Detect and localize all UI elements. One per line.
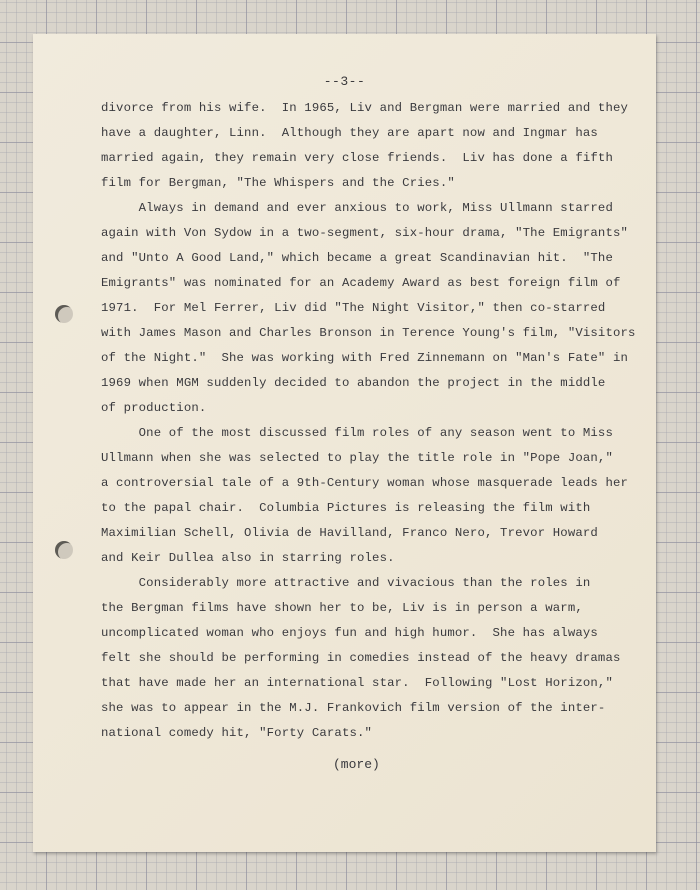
text-line: Emigrants" was nominated for an Academy Award as best foreign film of <box>101 276 621 290</box>
paragraph-4 <box>101 571 646 746</box>
text-line: of production. <box>101 401 207 415</box>
text-line: Ullmann when she was selected to play the title role in "Pope Joan," <box>101 451 613 465</box>
text-line: uncomplicated woman who enjoys fun and high humor. She has always <box>101 626 598 640</box>
paragraph-1 <box>101 96 646 196</box>
text-line: and Keir Dullea also in starring roles. <box>101 551 395 565</box>
text-line: to the papal chair. Columbia Pictures is releasing the film with <box>101 501 591 515</box>
text-line: Always in demand and ever anxious to work, Miss Ullmann starred <box>101 201 613 215</box>
text-line: that have made her an international star. Following "Lost Horizon," <box>101 676 613 690</box>
punch-hole-top <box>55 305 73 323</box>
text-line: One of the most discussed film roles of any season went to Miss <box>101 426 613 440</box>
text-line: a controversial tale of a 9th-Century woman whose masquerade leads her <box>101 476 629 490</box>
text-line: Considerably more attractive and vivacious than the roles in <box>101 576 591 590</box>
text-line: 1969 when MGM suddenly decided to abandon the project in the middle <box>101 376 606 390</box>
text-line: felt she should be performing in comedies instead of the heavy dramas <box>101 651 621 665</box>
text-line: with James Mason and Charles Bronson in Terence Young's film, "Visitors <box>101 326 636 340</box>
paragraph-2 <box>101 196 646 421</box>
body-text <box>101 96 646 746</box>
paragraph-3 <box>101 421 646 571</box>
text-line: national comedy hit, "Forty Carats." <box>101 726 373 740</box>
text-line: divorce from his wife. In 1965, Liv and Bergman were married and they <box>101 101 629 115</box>
text-line: of the Night." She was working with Fred Zinnemann on "Man's Fate" in <box>101 351 629 365</box>
text-line: Maximilian Schell, Olivia de Havilland, Franco Nero, Trevor Howard <box>101 526 598 540</box>
text-line: again with Von Sydow in a two-segment, six-hour drama, "The Emigrants" <box>101 226 629 240</box>
text-line: and "Unto A Good Land," which became a great Scandinavian hit. "The <box>101 251 613 265</box>
text-line: film for Bergman, "The Whispers and the Cries." <box>101 176 455 190</box>
text-line: the Bergman films have shown her to be, Liv is in person a warm, <box>101 601 583 615</box>
punch-hole-bottom <box>55 541 73 559</box>
text-line: she was to appear in the M.J. Frankovich film version of the inter- <box>101 701 606 715</box>
text-line: 1971. For Mel Ferrer, Liv did "The Night Visitor," then co-starred <box>101 301 606 315</box>
text-line: have a daughter, Linn. Although they are apart now and Ingmar has <box>101 126 598 140</box>
typewritten-page <box>33 34 656 852</box>
continued-marker: (more) <box>333 757 380 772</box>
text-line: married again, they remain very close friends. Liv has done a fifth <box>101 151 613 165</box>
page-number: --3-- <box>323 74 366 89</box>
